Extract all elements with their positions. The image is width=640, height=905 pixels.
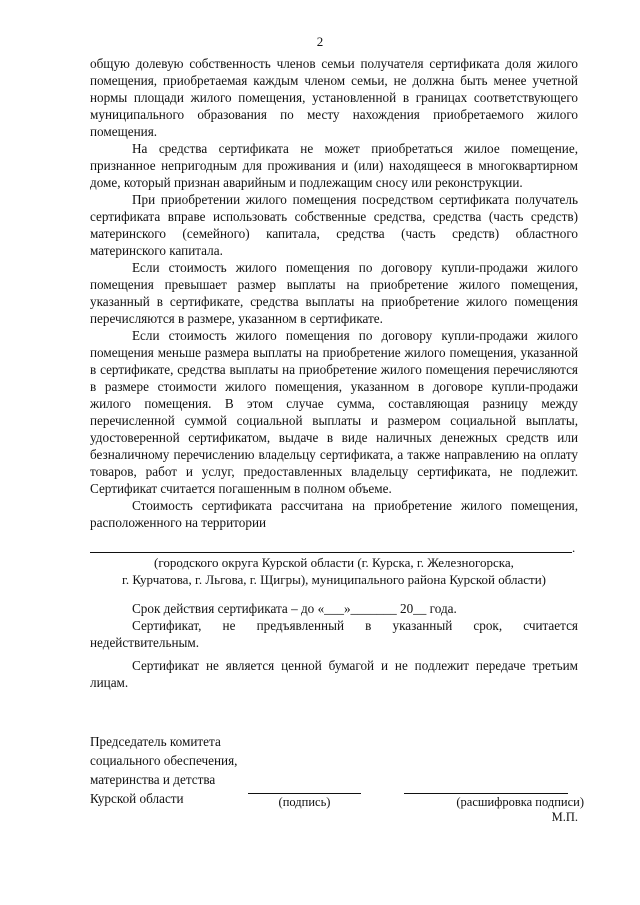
paragraph-shared-ownership: общую долевую собственность членов семьи получателя сертификата доля жилого помещения, приобретаемая каждым членом семьи, не должна быть менее учетной нормы площади жилого помещения, установленной в границах соответствующего муниципального образования по месту нахождения приобретаемого жилого помещения.: [90, 56, 578, 139]
territory-fill-line: [90, 552, 572, 553]
validity-term: Срок действия сертификата – до «___»_______ 20__ года.: [132, 601, 457, 616]
signature-caption: (подпись): [278, 795, 331, 809]
signature-decoding-line: [404, 793, 568, 794]
territory-end-mark: .: [572, 540, 576, 555]
paragraph-territory: Стоимость сертификата рассчитана на приобретение жилого помещения, расположенного на территории: [90, 498, 578, 530]
stamp-place-label: М.П.: [551, 810, 578, 824]
territory-hint: [90, 554, 578, 588]
paragraph-own-funds: При приобретении жилого помещения посредством сертификата получатель сертификата вправе использовать собственные средства, средства (часть средств) материнского (семейного) капитала, средства (часть средств) областного материнского капитала.: [90, 192, 578, 258]
certificate-conditions-text: [90, 55, 578, 531]
validity-not-security: Сертификат не является ценной бумагой и не подлежит передаче третьим лицам.: [90, 658, 578, 690]
signatory-line-4: Курской области: [90, 791, 184, 806]
signatory-line-1: Председатель комитета: [90, 734, 221, 749]
territory-hint-line-2: г. Курчатова, г. Льгова, г. Щигры), муниципального района Курской области): [122, 572, 546, 587]
validity-section: [90, 600, 578, 691]
signature-decoding-caption: (расшифровка подписи): [456, 795, 584, 809]
paragraph-price-lower: Если стоимость жилого помещения по договору купли-продажи жилого помещения меньше размера выплаты на приобретение жилого помещения, указанной в сертификате, средства выплаты на приобретение жилого помещения перечисляются в размере стоимости жилого помещения, указанном в договоре купли-продажи жилого помещения. В этом случае сумма, составляющая разницу между перечисленной суммой социальной выплаты и размером социальной выплаты, удостоверенной сертификатом, выдаче в виде наличных денежных средств или безналичному перечислению владельцу сертификата, а также направлению на оплату товаров, работ и услуг, предоставленных владельцу сертификата, не подлежит. Сертификат считается погашенным в полном объеме.: [90, 328, 578, 496]
signatory-line-2: социального обеспечения,: [90, 753, 238, 768]
signatory-line-3: материнства и детства: [90, 772, 216, 787]
paragraph-unfit-housing: На средства сертификата не может приобретаться жилое помещение, признанное непригодным для проживания и (или) находящееся в многоквартирном доме, который признан аварийным и подлежащим сносу или реконструкции.: [90, 141, 578, 190]
validity-not-presented: Сертификат, не предъявленный в указанный срок, считается недействительным.: [90, 618, 578, 650]
page-number: 2: [316, 34, 324, 49]
paragraph-price-exceeds: Если стоимость жилого помещения по договору купли-продажи жилого помещения превышает размер выплаты на приобретение жилого помещения, указанный в сертификате, средства выплаты на приобретение жилого помещения перечисляются в размере, указанном в сертификате.: [90, 260, 578, 326]
signature-line: [248, 793, 361, 794]
territory-hint-line-1: (городского округа Курской области (г. Курска, г. Железногорска,: [154, 555, 514, 570]
